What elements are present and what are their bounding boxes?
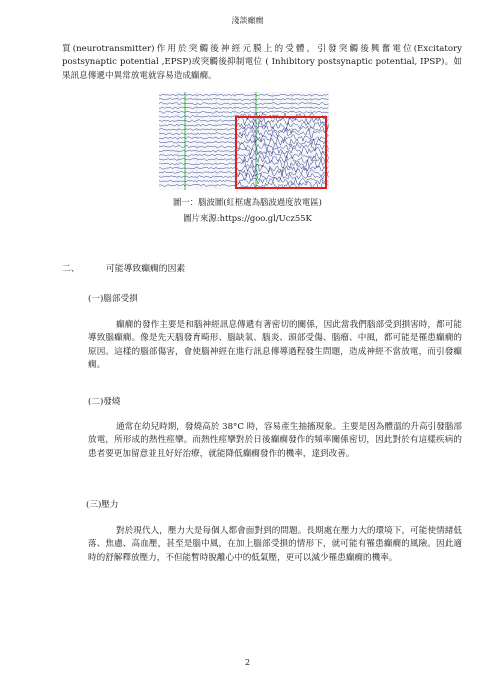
section-heading [62, 261, 185, 274]
figure-source: 圖片來源:https://goo.gl/Ucz55K [183, 213, 312, 223]
eeg-image [159, 92, 329, 190]
page-number: 2 [244, 658, 251, 667]
eeg-figure [159, 92, 329, 190]
running-header: 淺談癲癇 [231, 16, 264, 25]
subsection-heading-fever: (二)發燒 [88, 397, 121, 407]
section-title: 可能導致癲癇的因素 [106, 264, 186, 274]
section-number: 二、 [62, 264, 80, 274]
subsection-body-stress: 對於現代人，壓力大是每個人都會面對到的問題。長期處在壓力大的環境下，可能使情緒低落、焦慮、高血壓，甚至是腦中風，在加上腦部受損的情形下，就可能有罹患癲癇的風險。因此適時的舒解釋放壓力，不但能暫時脫離心中的低氣壓，更可以減少罹患癲癇的機率。 [88, 526, 462, 563]
subsection-heading-stress: (三)壓力 [86, 500, 119, 510]
figure-caption: 圖一：腦波圖(紅框處為腦波過度放電區) [173, 197, 322, 207]
subsection-body-brain-damage: 癲癇的發作主要是和腦神經訊息傳遞有著密切的關係，因此當我們腦部受到損害時，都可能導致腦癲癇。像是先天腦發育畸形、腦缺氧、腦炎、頭部受傷、腦瘤、中風，都可能是罹患癲癇的原因。這樣的腦部傷害，會使腦神經在進行訊息傳導過程發生問題，造成神經不當放電，而引發癲癇。 [88, 320, 462, 371]
subsection-body-fever: 通常在幼兒時期，發燒高於 38°C 時，容易產生抽搐現象。主要是因為體溫的升高引發腦部放電，所形成的熱性痙攣。而熱性痙攣對於日後癲癇發作的頻率關係密切，因此對於有這樣疾病的患者要更加留意並且好好治療，就能降低癲癇發作的機率，達到改善。 [88, 422, 462, 459]
intro-paragraph: 質(neurotransmitter)作用於突觸後神經元膜上的受體，引發突觸後興奮電位(Excitatory postsynaptic potential ,EPSP)或突觸後抑制電位 ( Inhibitory postsynaptic potential, IPSP)。如果訊息傳遞中異常放電就容易造成癲癇。 [62, 44, 462, 81]
subsection-heading-brain-damage: (一)腦部受損 [88, 294, 138, 304]
